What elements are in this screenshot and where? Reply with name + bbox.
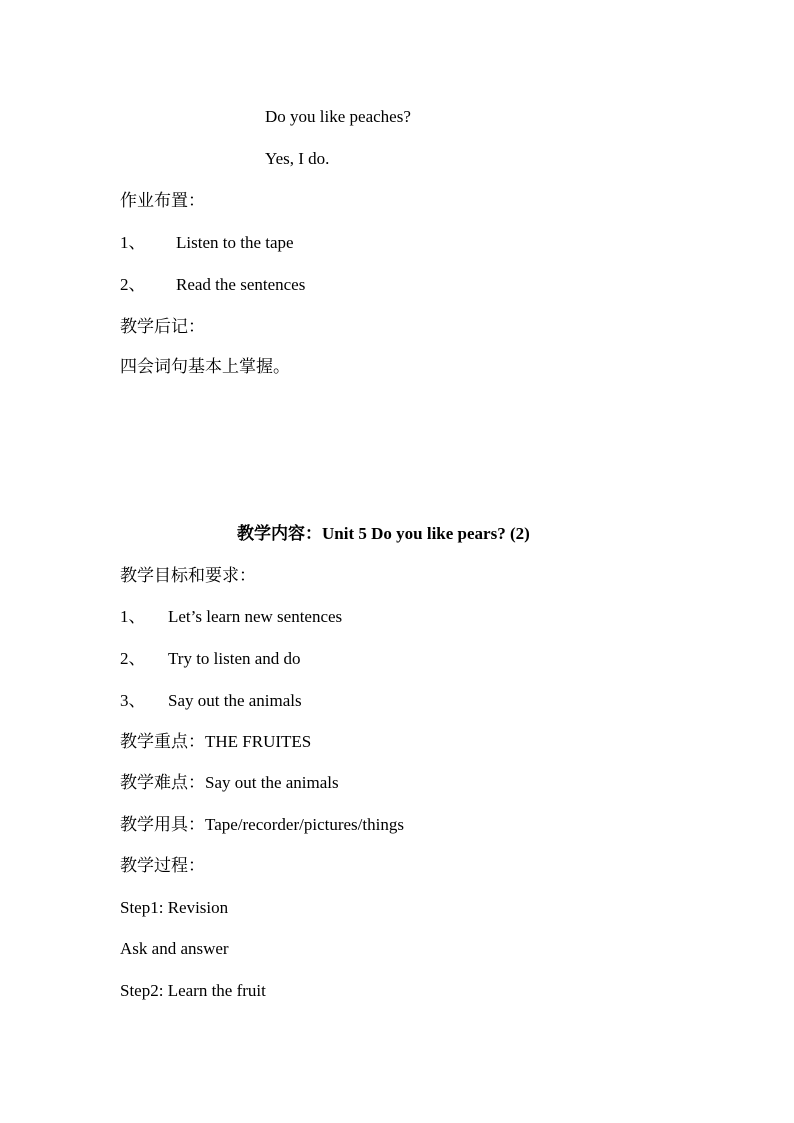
key-point: 教学重点：THE FRUITES (120, 732, 312, 751)
dialogue-question: Do you like peaches? (265, 107, 411, 126)
homework-item (120, 275, 305, 295)
list-number: 2、 (120, 275, 146, 294)
list-item-text: Say out the animals (168, 691, 302, 710)
list-item-text: Read the sentences (176, 275, 306, 294)
step-1-detail: Ask and answer (120, 939, 229, 958)
reflection-heading: 教学后记： (120, 317, 205, 336)
homework-heading: 作业布置： (120, 191, 205, 210)
goals-heading: 教学目标和要求： (120, 566, 256, 585)
reflection-text: 四会词句基本上掌握。 (120, 357, 290, 376)
list-item-text: Let’s learn new sentences (168, 607, 343, 626)
list-number: 2、 (120, 649, 146, 668)
goal-item (120, 649, 301, 669)
step-2: Step2: Learn the fruit (120, 981, 266, 1000)
homework-item (120, 233, 294, 253)
dialogue-answer: Yes, I do. (265, 149, 330, 168)
list-number: 1、 (120, 607, 146, 626)
step-1: Step1: Revision (120, 898, 229, 917)
teaching-tools: 教学用具：Tape/recorder/pictures/things (120, 815, 404, 834)
difficulty: 教学难点：Say out the animals (120, 773, 339, 792)
list-item-text: Listen to the tape (176, 233, 294, 252)
process-heading: 教学过程： (120, 856, 205, 875)
list-number: 3、 (120, 691, 146, 710)
goal-item (120, 607, 342, 627)
list-item-text: Try to listen and do (168, 649, 301, 668)
lesson-title: 教学内容：Unit 5 Do you like pears? (2) (237, 524, 530, 543)
list-number: 1、 (120, 233, 146, 252)
goal-item (120, 691, 302, 711)
